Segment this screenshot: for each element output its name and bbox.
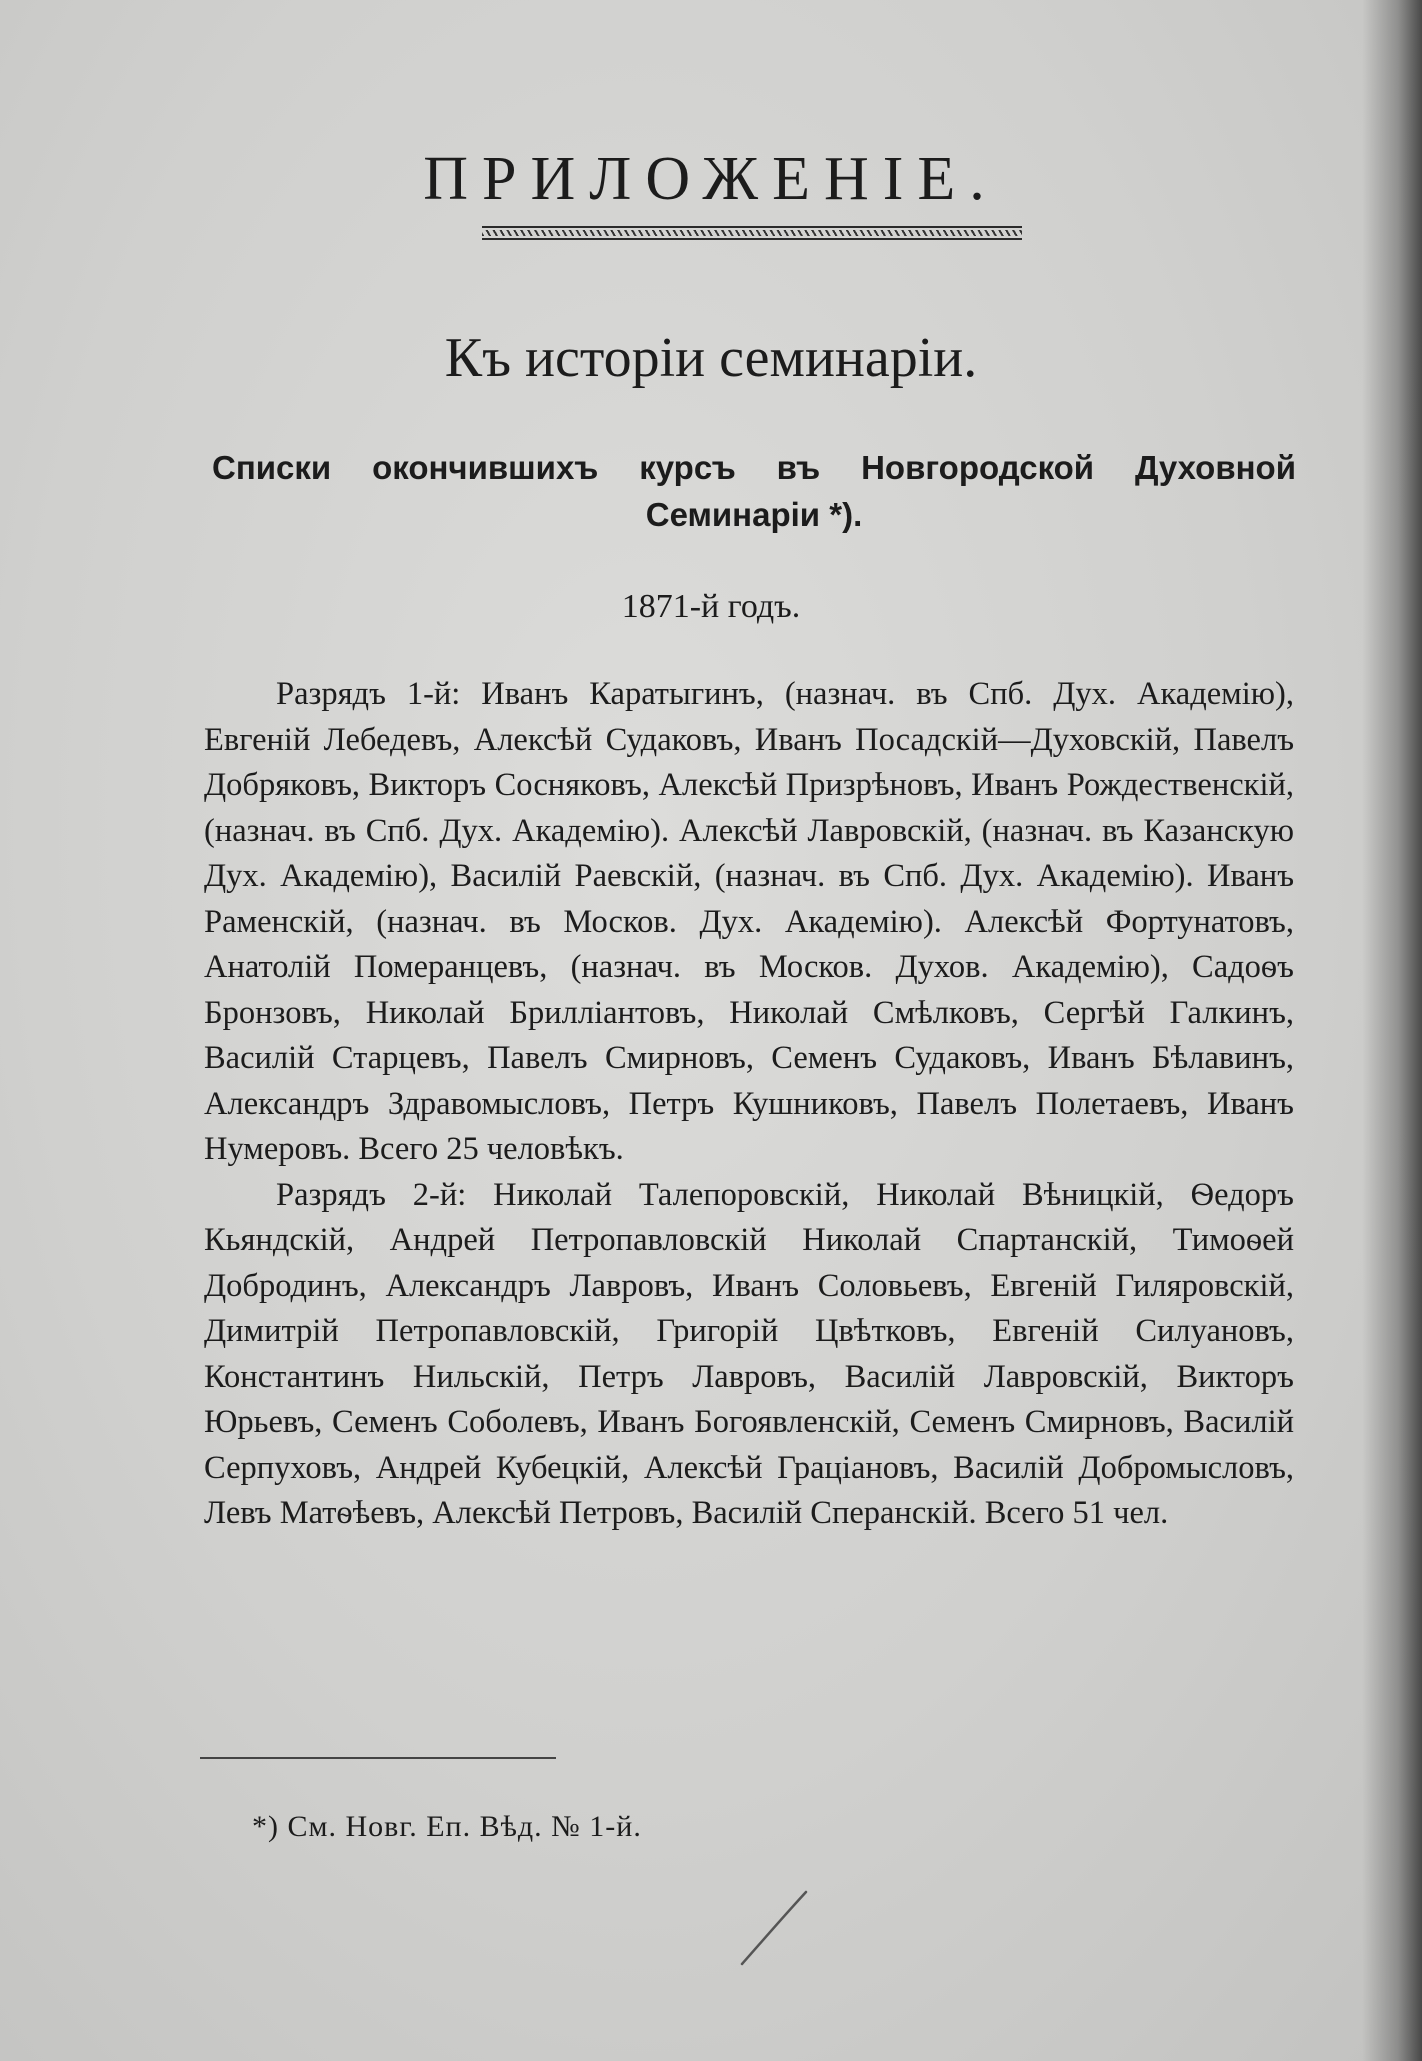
footnote: *) См. Новг. Еп. Вѣд. № 1-й. bbox=[252, 1810, 642, 1843]
spine-shadow bbox=[1362, 0, 1422, 2061]
ornament-line-top bbox=[482, 226, 1022, 228]
pencil-stroke-mark bbox=[738, 1888, 810, 1968]
graduates-list bbox=[204, 672, 1294, 1537]
pencil-stroke-path bbox=[742, 1892, 806, 1964]
lists-title: Списки окончившихъ курсъ въ Новгородской Духовной Семинаріи *). bbox=[212, 449, 1296, 533]
appendix-heading: ПРИЛОЖЕНІЕ. bbox=[423, 145, 999, 213]
category-2-paragraph: Разрядъ 2-й: Николай Талепоровскій, Николай Вѣницкій, Ѳедоръ Кьяндскій, Андрей Петропавловскій Николай Спартанскій, Тимоѳей Добродинъ, Александръ Лавровъ, Иванъ Соловьевъ, Евгеній Гиляровскій, Димитрій Петропавловскій, Григорій Цвѣтковъ, Евгеній Силуановъ, Константинъ Нильскій, Петръ Лавровъ, Василій Лавровскій, Викторъ Юрьевъ, Семенъ Соболевъ, Иванъ Богоявленскій, Семенъ Смирновъ, Василій Серпуховъ, Андрей Кубецкій, Алексѣй Граціановъ, Василій Добромысловъ, Левъ Матѳѣевъ, Алексѣй Петровъ, Василій Сперанскій. Всего 51 чел. bbox=[204, 1176, 1294, 1531]
section-heading: Къ исторіи семинаріи. bbox=[444, 327, 978, 389]
ornament-wave bbox=[482, 230, 1022, 236]
ornament-line-bottom bbox=[482, 238, 1022, 240]
heading-ornament-rule bbox=[482, 226, 1022, 240]
footnote-rule bbox=[200, 1757, 556, 1759]
category-1-paragraph: Разрядъ 1-й: Иванъ Каратыгинъ, (назнач. въ Спб. Дух. Академію), Евгеній Лебедевъ, Алексѣй Судаковъ, Иванъ Посадскій—Духовскій, Павелъ Добряковъ, Викторъ Сосняковъ, Алексѣй Призрѣновъ, Иванъ Рождественскій, (назнач. въ Спб. Дух. Академію). Алексѣй Лавровскій, (назнач. въ Казанскую Дух. Академію), Василій Раевскій, (назнач. въ Спб. Дух. Академію). Иванъ Раменскій, (назнач. въ Москов. Дух. Академію). Алексѣй Фортунатовъ, Анатолій Померанцевъ, (назнач. въ Москов. Духов. Академію), Садоѳъ Бронзовъ, Николай Бриллiантовъ, Николай Смѣлковъ, Сергѣй Галкинъ, Василій Старцевъ, Павелъ Смирновъ, Семенъ Судаковъ, Иванъ Бѣлавинъ, Александръ Здравомысловъ, Петръ Кушниковъ, Павелъ Полетаевъ, Иванъ Нумеровъ. Всего 25 человѣкъ. bbox=[204, 676, 1294, 1167]
year-heading: 1871-й годъ. bbox=[621, 588, 801, 625]
